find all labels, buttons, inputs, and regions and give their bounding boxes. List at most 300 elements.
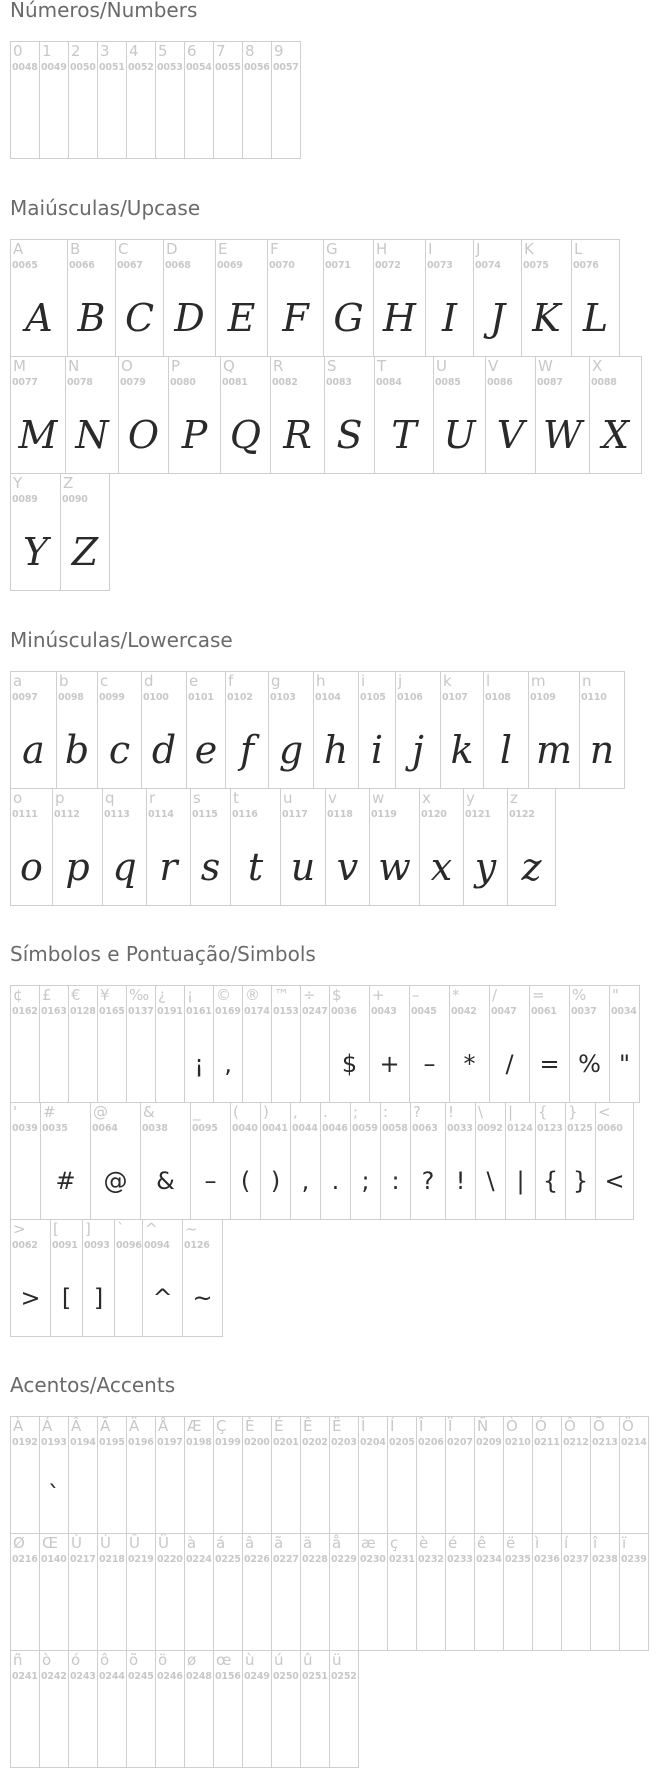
glyph-code: 0219	[128, 1554, 154, 1565]
glyph-label: Ö	[622, 1417, 634, 1435]
glyph-code: 0056	[244, 62, 270, 73]
glyph-sample: .	[331, 1167, 340, 1195]
glyph-cell	[68, 1416, 98, 1534]
glyph-sample: $	[341, 1050, 358, 1078]
glyph-cell	[39, 1416, 69, 1534]
glyph-code: 0092	[477, 1123, 503, 1134]
glyph-label: >	[13, 1220, 26, 1238]
glyph-label: Ñ	[477, 1417, 489, 1435]
glyph-sample: }	[572, 1167, 589, 1195]
glyph-code: 0104	[315, 692, 341, 703]
glyph-cell	[507, 788, 556, 906]
glyph-label: 3	[100, 42, 110, 60]
glyph-code: 0165	[99, 1006, 125, 1017]
glyph-label: g	[271, 672, 281, 690]
glyph-code: 0234	[476, 1554, 502, 1565]
glyph-sample: |	[516, 1167, 525, 1195]
glyph-sample: o	[20, 845, 43, 889]
glyph-code: 0224	[186, 1554, 212, 1565]
glyph-sample: Y	[22, 530, 49, 574]
glyph-code: 0137	[128, 1006, 154, 1017]
glyph-sample: –	[204, 1167, 217, 1195]
glyph-label: <	[598, 1103, 611, 1121]
glyph-cell	[416, 1533, 446, 1651]
glyph-label: Z	[63, 474, 74, 492]
glyph-code: 0202	[302, 1437, 328, 1448]
glyph-label: F	[270, 240, 279, 258]
glyph-label: n	[582, 672, 592, 690]
glyph-label: r	[149, 789, 156, 807]
glyph-label: z	[510, 789, 518, 807]
glyph-code: 0061	[531, 1006, 557, 1017]
glyph-code: 0123	[537, 1123, 563, 1134]
glyph-code: 0075	[523, 260, 549, 271]
glyph-sample: T	[391, 413, 417, 457]
glyph-label: u	[283, 789, 293, 807]
glyph-label: ©	[216, 986, 231, 1004]
glyph-cell	[10, 473, 61, 591]
glyph-sample: Q	[229, 413, 262, 457]
glyph-cell	[358, 1416, 388, 1534]
glyph-cell	[609, 985, 640, 1103]
glyph-cell	[463, 788, 508, 906]
glyph-label: R	[273, 357, 284, 375]
glyph-cell	[503, 1533, 533, 1651]
glyph-label: À	[13, 1417, 24, 1435]
glyph-cell	[155, 1533, 185, 1651]
glyph-label: #	[43, 1103, 56, 1121]
glyph-code: 0195	[99, 1437, 125, 1448]
glyph-code: 0212	[563, 1437, 589, 1448]
glyph-code: 0203	[331, 1437, 357, 1448]
glyph-label: ¥	[100, 986, 110, 1004]
glyph-code: 0229	[331, 1554, 357, 1565]
glyph-code: 0161	[186, 1006, 212, 1017]
glyph-code: 0078	[67, 377, 93, 388]
glyph-cell	[190, 788, 231, 906]
glyph-code: 0107	[442, 692, 468, 703]
glyph-label: `	[117, 1220, 125, 1238]
section-title-symbols: Símbolos e Pontuação/Simbols	[10, 942, 316, 966]
glyph-code: 0205	[389, 1437, 415, 1448]
glyph-label: ü	[332, 1651, 342, 1669]
glyph-code: 0093	[84, 1240, 110, 1251]
glyph-cell	[146, 788, 191, 906]
glyph-code: 0194	[70, 1437, 96, 1448]
glyph-label: ê	[477, 1534, 487, 1552]
glyph-code: 0039	[12, 1123, 38, 1134]
glyph-label: è	[419, 1534, 429, 1552]
glyph-cell	[271, 1650, 301, 1768]
glyph-code: 0117	[282, 809, 308, 820]
glyph-cell	[52, 788, 103, 906]
glyph-label: ¡	[187, 986, 194, 1004]
glyph-sample: –	[423, 1050, 436, 1078]
glyph-cell	[60, 473, 110, 591]
glyph-label: Q	[223, 357, 235, 375]
glyph-cell	[155, 985, 185, 1103]
glyph-cell	[505, 1102, 536, 1220]
glyph-code: 0065	[12, 260, 38, 271]
glyph-cell	[329, 985, 370, 1103]
glyph-code: 0162	[12, 1006, 38, 1017]
glyph-label: ç	[390, 1534, 399, 1552]
glyph-cell	[142, 1219, 183, 1337]
glyph-sample: ~	[192, 1284, 213, 1312]
glyph-code: 0226	[244, 1554, 270, 1565]
glyph-code: 0094	[144, 1240, 170, 1251]
glyph-sample: [	[61, 1284, 72, 1312]
glyph-label: /	[492, 986, 498, 1004]
glyph-label: f	[228, 672, 234, 690]
glyph-sample: >	[20, 1284, 41, 1312]
glyph-sample: /	[505, 1050, 514, 1078]
glyph-cell	[39, 1533, 69, 1651]
glyph-code: 0047	[491, 1006, 517, 1017]
glyph-label: õ	[129, 1651, 139, 1669]
glyph-sample: I	[441, 296, 457, 340]
glyph-label: Û	[129, 1534, 140, 1552]
glyph-label: v	[328, 789, 337, 807]
glyph-code: 0090	[62, 494, 88, 505]
glyph-code: 0213	[592, 1437, 618, 1448]
glyph-cell	[329, 1416, 359, 1534]
glyph-cell	[532, 1533, 562, 1651]
glyph-label: V	[488, 357, 499, 375]
glyph-code: 0096	[116, 1240, 142, 1251]
glyph-code: 0210	[505, 1437, 531, 1448]
glyph-sample: v	[336, 845, 359, 889]
glyph-sample: ‚	[224, 1050, 232, 1078]
glyph-label: Ã	[100, 1417, 111, 1435]
glyph-cell	[521, 239, 572, 357]
glyph-cell	[409, 985, 450, 1103]
glyph-label: Õ	[593, 1417, 605, 1435]
glyph-label: p	[55, 789, 65, 807]
glyph-code: 0085	[435, 377, 461, 388]
glyph-cell	[10, 1416, 40, 1534]
glyph-cell	[271, 1416, 301, 1534]
glyph-sample: ^	[152, 1284, 173, 1312]
glyph-label: m	[531, 672, 546, 690]
glyph-cell	[186, 671, 226, 789]
glyph-code: 0041	[262, 1123, 288, 1134]
glyph-cell	[329, 1533, 359, 1651]
glyph-cell	[324, 356, 375, 474]
glyph-sample: C	[124, 296, 155, 340]
glyph-sample: r	[159, 845, 178, 889]
glyph-sample: ,	[301, 1167, 310, 1195]
glyph-sample: N	[75, 413, 109, 457]
section-title-numbers: Números/Numbers	[10, 0, 198, 22]
glyph-code: 0077	[12, 377, 38, 388]
glyph-label: c	[100, 672, 109, 690]
glyph-cell	[268, 671, 314, 789]
glyph-code: 0239	[621, 1554, 647, 1565]
glyph-label: Á	[42, 1417, 53, 1435]
glyph-cell	[10, 41, 40, 159]
glyph-cell	[535, 356, 590, 474]
glyph-cell	[313, 671, 359, 789]
glyph-code: 0058	[382, 1123, 408, 1134]
glyph-code: 0174	[244, 1006, 270, 1017]
glyph-cell	[102, 788, 147, 906]
glyph-label: e	[189, 672, 199, 690]
glyph-cell	[528, 671, 580, 789]
glyph-label: ¢	[13, 986, 23, 1004]
glyph-label: 5	[158, 42, 168, 60]
glyph-code: 0103	[270, 692, 296, 703]
glyph-cell	[445, 1533, 475, 1651]
glyph-cell	[141, 671, 187, 789]
glyph-sample: i	[370, 728, 384, 772]
glyph-code: 0235	[505, 1554, 531, 1565]
glyph-code: 0105	[360, 692, 386, 703]
glyph-cell	[213, 1416, 243, 1534]
glyph-label: h	[316, 672, 326, 690]
glyph-label: M	[13, 357, 26, 375]
glyph-cell	[300, 1533, 330, 1651]
glyph-code: 0201	[273, 1437, 299, 1448]
glyph-code: 0109	[530, 692, 556, 703]
glyph-cell	[10, 1102, 41, 1220]
glyph-code: 0102	[227, 692, 253, 703]
glyph-code: 0073	[427, 260, 453, 271]
glyph-label: J	[476, 240, 481, 258]
glyph-code: 0217	[70, 1554, 96, 1565]
glyph-sample: c	[108, 728, 131, 772]
glyph-label: \	[478, 1103, 484, 1121]
glyph-cell	[213, 1650, 243, 1768]
glyph-label: ;	[353, 1103, 359, 1121]
glyph-cell	[320, 1102, 351, 1220]
glyph-code: 0088	[591, 377, 617, 388]
glyph-cell	[68, 985, 98, 1103]
glyph-code: 0231	[389, 1554, 415, 1565]
glyph-label: )	[263, 1103, 269, 1121]
glyph-sample: {	[542, 1167, 559, 1195]
glyph-label: w	[372, 789, 385, 807]
glyph-code: 0097	[12, 692, 38, 703]
glyph-code: 0101	[188, 692, 214, 703]
glyph-code: 0066	[69, 260, 95, 271]
glyph-code: 0037	[571, 1006, 597, 1017]
glyph-cell	[485, 356, 536, 474]
glyph-label: ]	[85, 1220, 91, 1238]
glyph-cell	[369, 985, 410, 1103]
glyph-label: Ê	[303, 1417, 313, 1435]
glyph-label: =	[532, 986, 545, 1004]
glyph-code: 0080	[170, 377, 196, 388]
glyph-sample: A	[25, 296, 53, 340]
glyph-code: 0248	[186, 1671, 212, 1682]
glyph-label: H	[376, 240, 388, 258]
glyph-cell	[155, 1416, 185, 1534]
glyph-code: 0098	[58, 692, 84, 703]
glyph-sample: m	[535, 728, 573, 772]
glyph-label: T	[377, 357, 387, 375]
glyph-cell	[97, 1533, 127, 1651]
glyph-label: Î	[419, 1417, 424, 1435]
glyph-code: 0196	[128, 1437, 154, 1448]
glyph-label: û	[303, 1651, 313, 1669]
glyph-cell	[118, 356, 169, 474]
glyph-sample: q	[112, 845, 137, 889]
glyph-code: 0051	[99, 62, 125, 73]
glyph-label: 7	[216, 42, 226, 60]
glyph-cell	[590, 1416, 620, 1534]
glyph-sample: (	[240, 1167, 251, 1195]
glyph-sample: !	[455, 1167, 466, 1195]
glyph-code: 0046	[322, 1123, 348, 1134]
glyph-code: 0247	[302, 1006, 328, 1017]
glyph-code: 0216	[12, 1554, 38, 1565]
glyph-code: 0214	[621, 1437, 647, 1448]
glyph-code: 0100	[143, 692, 169, 703]
glyph-code: 0035	[42, 1123, 68, 1134]
glyph-label: O	[121, 357, 133, 375]
glyph-label: ë	[506, 1534, 516, 1552]
glyph-cell	[50, 1219, 83, 1337]
glyph-code: 0087	[537, 377, 563, 388]
glyph-code: 0126	[184, 1240, 210, 1251]
glyph-label: 4	[129, 42, 139, 60]
glyph-label: S	[327, 357, 337, 375]
glyph-code: 0043	[371, 1006, 397, 1017]
glyph-cell	[267, 239, 324, 357]
glyph-cell	[114, 1219, 143, 1337]
glyph-cell	[213, 1533, 243, 1651]
glyph-label: œ	[216, 1651, 232, 1669]
glyph-sample: p	[65, 845, 90, 889]
glyph-cell	[97, 671, 142, 789]
glyph-label: [	[53, 1220, 59, 1238]
glyph-cell	[325, 788, 370, 906]
glyph-sample: L	[582, 296, 609, 340]
glyph-sample: V	[496, 413, 525, 457]
glyph-code: 0233	[447, 1554, 473, 1565]
glyph-label: È	[245, 1417, 255, 1435]
glyph-label: Ä	[129, 1417, 140, 1435]
glyph-sample: D	[174, 296, 205, 340]
glyph-cell	[270, 356, 325, 474]
glyph-label: ñ	[13, 1651, 23, 1669]
glyph-label: 6	[187, 42, 197, 60]
glyph-cell	[39, 1650, 69, 1768]
glyph-code: 0153	[273, 1006, 299, 1017]
glyph-label: $	[332, 986, 342, 1004]
glyph-cell	[323, 239, 374, 357]
glyph-label: l	[486, 672, 491, 690]
glyph-label: É	[274, 1417, 284, 1435]
glyph-code: 0042	[451, 1006, 477, 1017]
glyph-code: 0125	[567, 1123, 593, 1134]
glyph-cell	[68, 41, 98, 159]
glyph-cell	[374, 356, 434, 474]
glyph-code: 0163	[41, 1006, 67, 1017]
glyph-sample: &	[156, 1167, 175, 1195]
glyph-cell	[230, 788, 281, 906]
glyph-code: 0108	[485, 692, 511, 703]
glyph-cell	[473, 239, 522, 357]
glyph-code: 0121	[465, 809, 491, 820]
glyph-cell	[39, 41, 69, 159]
glyph-code: 0128	[70, 1006, 96, 1017]
glyph-code: 0111	[12, 809, 38, 820]
glyph-code: 0112	[54, 809, 80, 820]
glyph-code: 0124	[507, 1123, 533, 1134]
glyph-cell	[10, 1650, 40, 1768]
glyph-cell	[184, 1416, 214, 1534]
glyph-cell	[561, 1533, 591, 1651]
glyph-cell	[271, 41, 301, 159]
glyph-label: X	[592, 357, 603, 375]
glyph-label: í	[564, 1534, 569, 1552]
glyph-code: 0044	[292, 1123, 318, 1134]
glyph-cell	[97, 1416, 127, 1534]
glyph-cell	[242, 985, 272, 1103]
glyph-cell	[56, 671, 98, 789]
glyph-code: 0064	[92, 1123, 118, 1134]
glyph-label: E	[218, 240, 228, 258]
glyph-label: á	[216, 1534, 226, 1552]
glyph-label: ¿	[158, 986, 166, 1004]
glyph-sample: w	[378, 845, 411, 889]
glyph-code: 0074	[475, 260, 501, 271]
glyph-cell	[532, 1416, 562, 1534]
glyph-cell	[68, 1533, 98, 1651]
glyph-label: a	[13, 672, 23, 690]
glyph-code: 0220	[157, 1554, 183, 1565]
glyph-sample: ¡	[194, 1050, 204, 1078]
glyph-cell	[387, 1416, 417, 1534]
glyph-cell	[416, 1416, 446, 1534]
glyph-cell	[155, 1650, 185, 1768]
glyph-label: Ü	[158, 1534, 169, 1552]
glyph-label: ø	[187, 1651, 197, 1669]
glyph-cell	[10, 671, 57, 789]
glyph-label: s	[193, 789, 201, 807]
glyph-cell	[571, 239, 620, 357]
glyph-code: 0050	[70, 62, 96, 73]
glyph-label: ú	[274, 1651, 284, 1669]
glyph-label: q	[105, 789, 115, 807]
glyph-label: à	[187, 1534, 197, 1552]
glyph-sample: d	[151, 728, 177, 772]
glyph-cell	[184, 41, 214, 159]
glyph-cell	[449, 985, 490, 1103]
glyph-label: ö	[158, 1651, 168, 1669]
glyph-label: U	[436, 357, 447, 375]
glyph-cell	[126, 985, 156, 1103]
glyph-label: Ì	[361, 1417, 366, 1435]
glyph-label: Ù	[71, 1534, 82, 1552]
glyph-cell	[242, 1416, 272, 1534]
glyph-label: Œ	[42, 1534, 59, 1552]
glyph-cell	[126, 1533, 156, 1651]
glyph-cell	[445, 1102, 476, 1220]
glyph-label: +	[372, 986, 385, 1004]
glyph-code: 0110	[581, 692, 607, 703]
glyph-cell	[39, 985, 69, 1103]
glyph-cell	[213, 41, 243, 159]
glyph-cell	[619, 1533, 649, 1651]
glyph-cell	[329, 1650, 359, 1768]
glyph-cell	[10, 788, 53, 906]
glyph-code: 0241	[12, 1671, 38, 1682]
glyph-label: Y	[13, 474, 23, 492]
glyph-cell	[300, 985, 330, 1103]
